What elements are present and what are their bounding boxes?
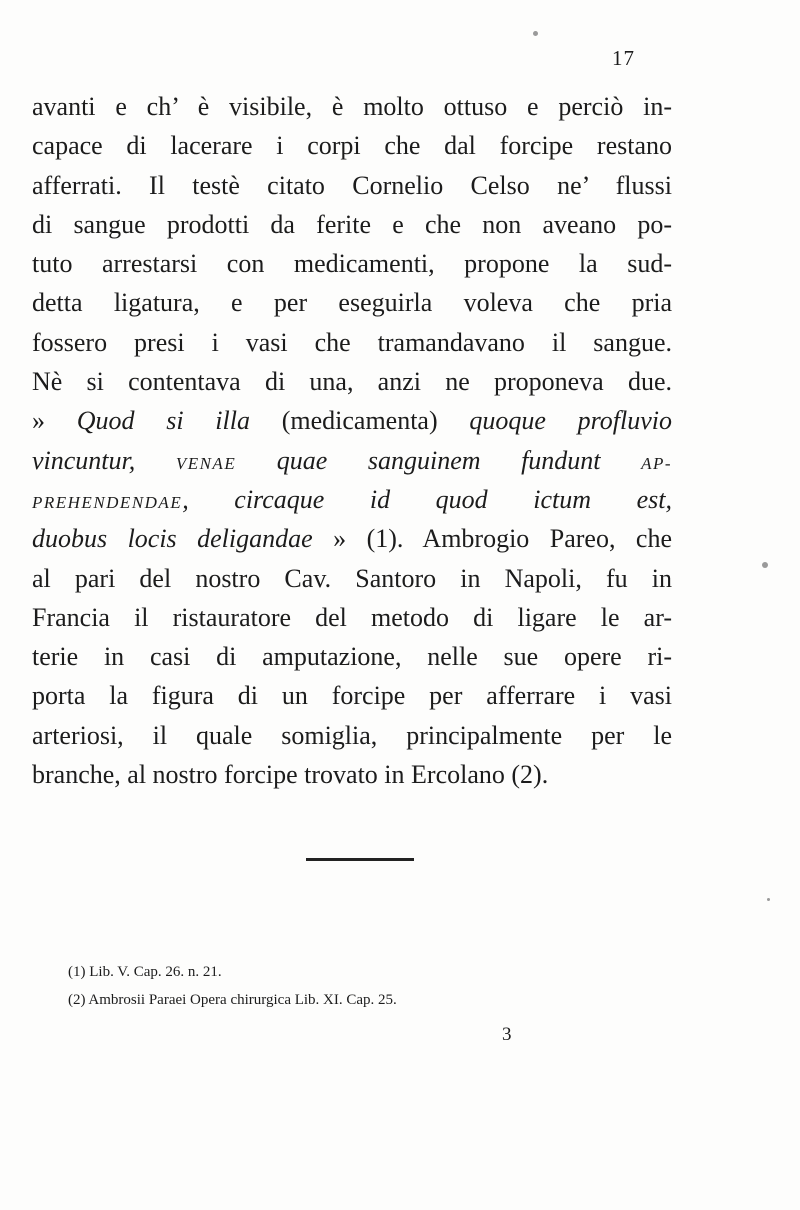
text-segment: Nè si contentava di una, anzi ne proponeva due. xyxy=(32,367,672,397)
text-segment: afferrati. Il testè citato Cornelio Celso ne’ flussi xyxy=(32,170,672,200)
text-segment: Francia il ristauratore del metodo di ligare le ar- xyxy=(32,602,672,632)
text-line xyxy=(32,676,672,715)
italic-segment: quoque profluvio xyxy=(469,406,672,436)
text-line xyxy=(32,716,672,755)
text-line xyxy=(32,205,672,244)
paper-speck xyxy=(762,562,768,568)
text-line xyxy=(32,480,672,519)
signature-mark: 3 xyxy=(502,1024,512,1045)
text-line xyxy=(32,323,672,362)
text-line xyxy=(32,441,672,480)
text-line xyxy=(32,755,672,794)
text-segment: detta ligatura, e per eseguirla voleva che pria xyxy=(32,288,672,318)
italic-segment: Quod si illa xyxy=(76,406,250,436)
footnote-1: (1) Lib. V. Cap. 26. n. 21. xyxy=(68,964,222,980)
text-segment: fossero presi i vasi che tramandavano il sangue. xyxy=(32,327,672,357)
text-line xyxy=(32,598,672,637)
small-caps-segment: PREHENDENDAE xyxy=(32,492,183,512)
body-text xyxy=(32,87,672,794)
text-segment: » (1). Ambrogio Pareo, che xyxy=(312,524,672,554)
italic-segment: duobus locis deligandae xyxy=(32,524,313,554)
text-line xyxy=(32,166,672,205)
text-line xyxy=(32,559,672,598)
page-number: 17 xyxy=(612,46,635,70)
text-line xyxy=(32,362,672,401)
paper-speck xyxy=(767,898,770,901)
text-segment: terie in casi di amputazione, nelle sue opere ri- xyxy=(32,642,672,672)
italic-segment: quae sanguinem fundunt xyxy=(236,445,642,475)
text-segment: di sangue prodotti da ferite e che non aveano po- xyxy=(32,209,672,239)
text-line xyxy=(32,87,672,126)
text-line xyxy=(32,637,672,676)
text-segment: capace di lacerare i corpi che dal forcipe restano xyxy=(32,131,672,161)
paper-speck xyxy=(533,31,538,36)
text-line xyxy=(32,283,672,322)
small-caps-segment: VENAE xyxy=(175,453,237,473)
text-segment: porta la figura di un forcipe per afferrare i vasi xyxy=(32,681,672,711)
italic-segment: , circaque id quod ictum est, xyxy=(182,484,672,514)
text-segment: (medicamenta) xyxy=(249,406,470,436)
section-rule xyxy=(306,858,414,861)
small-caps-segment: AP- xyxy=(641,453,673,473)
text-segment: avanti e ch’ è visibile, è molto ottuso e perciò in- xyxy=(32,92,672,121)
footnote-2: (2) Ambrosii Paraei Opera chirurgica Lib. XI. Cap. 25. xyxy=(68,992,397,1008)
text-segment: arteriosi, il quale somiglia, principalmente per le xyxy=(32,720,672,750)
text-segment: tuto arrestarsi con medicamenti, propone la sud- xyxy=(32,249,672,279)
text-line xyxy=(32,519,672,558)
footnotes xyxy=(68,958,628,1014)
text-line xyxy=(32,401,672,440)
text-segment: al pari del nostro Cav. Santoro in Napoli, fu in xyxy=(32,563,672,593)
text-segment: » xyxy=(32,406,77,436)
text-line xyxy=(32,244,672,283)
italic-segment: vincuntur, xyxy=(32,445,176,475)
text-line xyxy=(32,126,672,165)
text-segment: branche, al nostro forcipe trovato in Ercolano (2). xyxy=(32,760,549,790)
